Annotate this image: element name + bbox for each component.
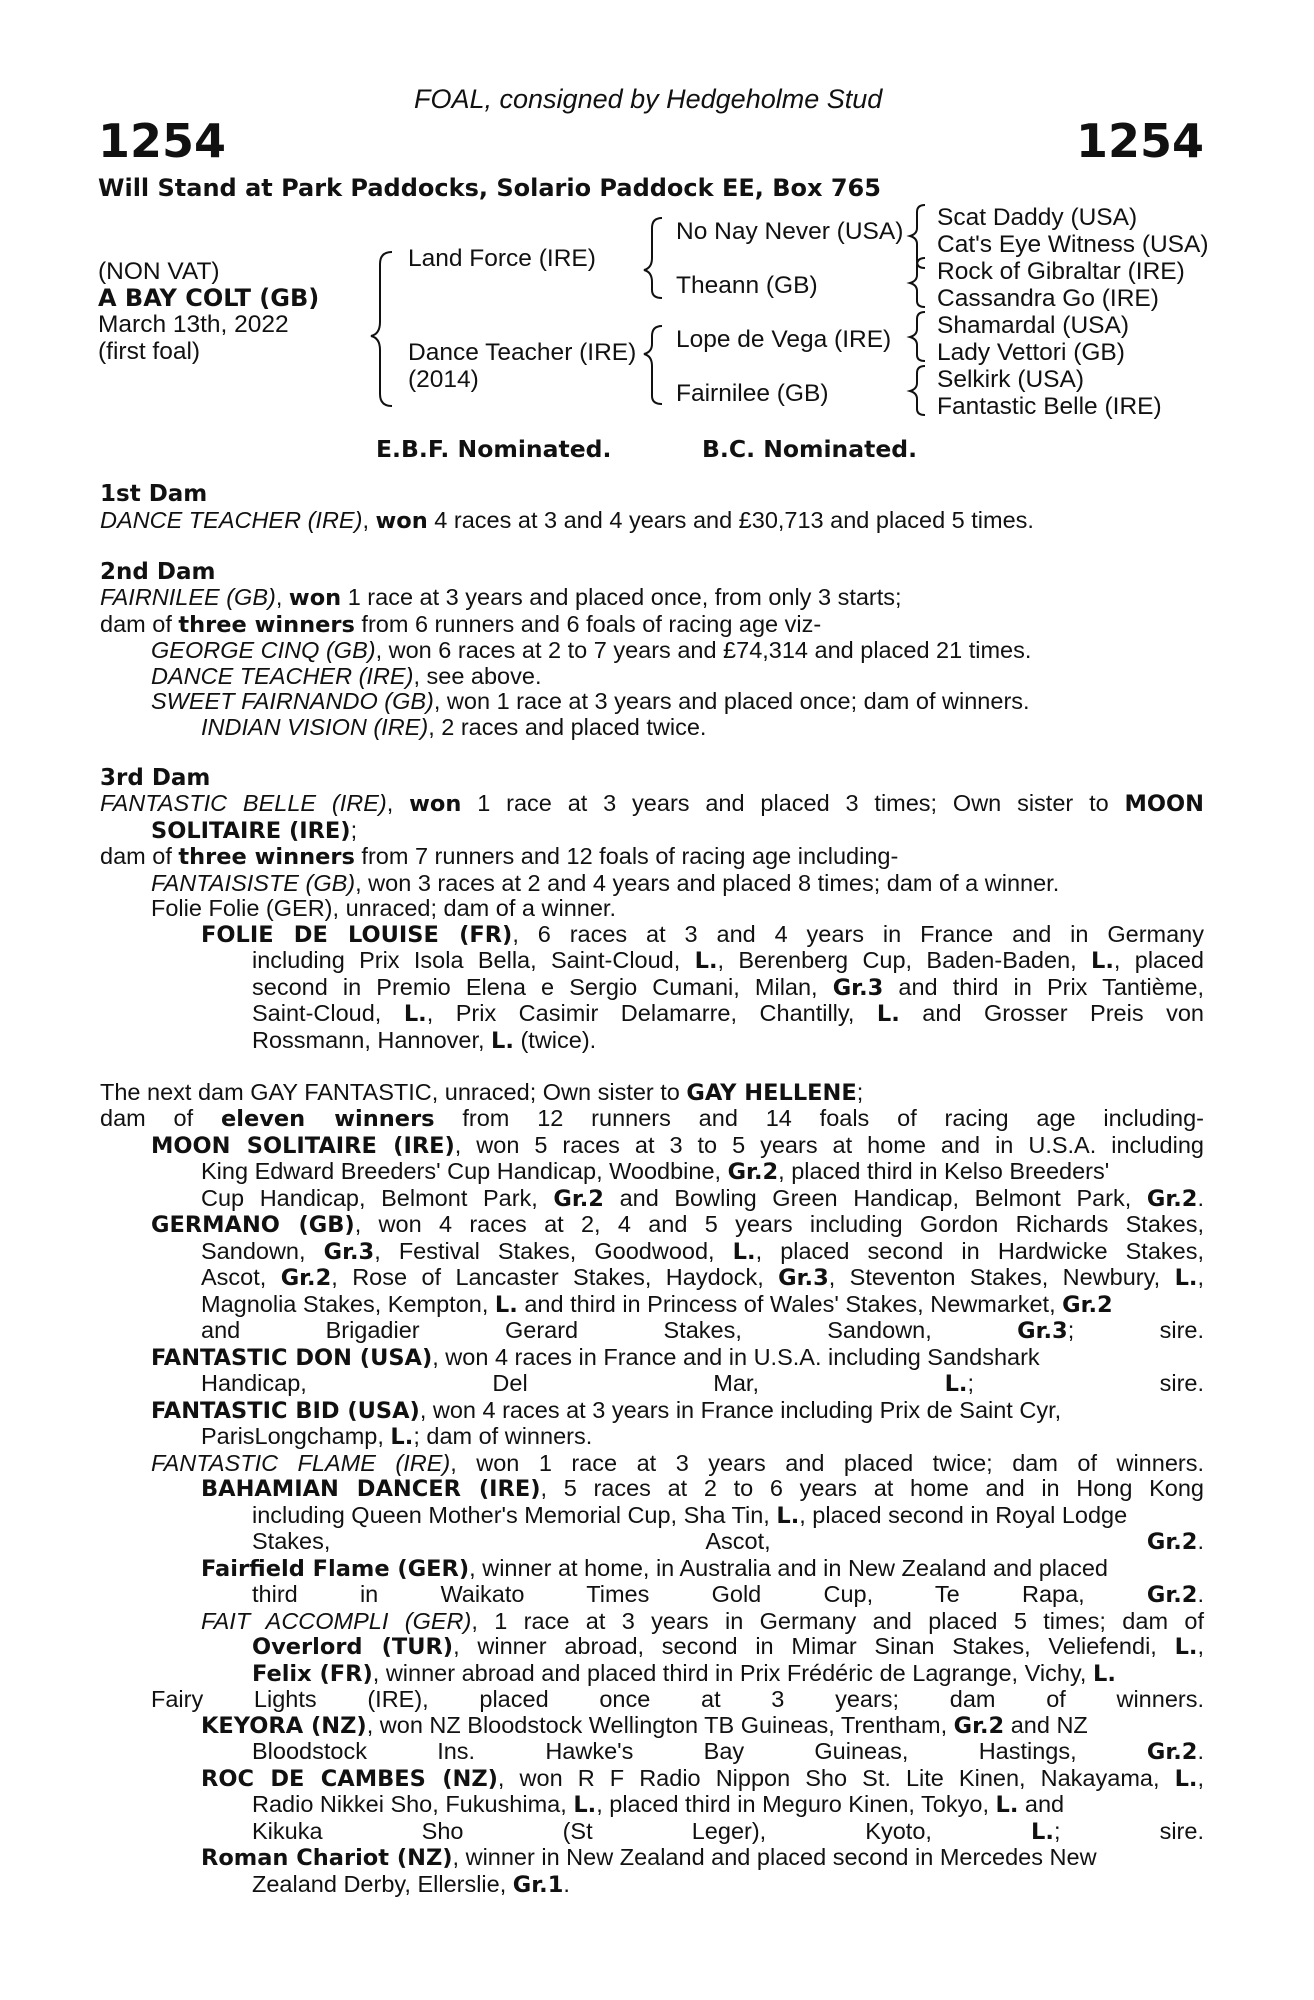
sire: Land Force (IRE) [408, 245, 596, 272]
text-line [100, 1371, 1204, 1398]
text-segment: 3rd Dam [100, 764, 211, 791]
text-segment: , 2 races and placed twice. [428, 713, 707, 740]
bold-text: L. [732, 1238, 756, 1265]
text-line [100, 638, 1204, 664]
text-line [100, 1398, 1204, 1425]
text-line [100, 1080, 1204, 1107]
text-line [100, 948, 1204, 975]
text-segment: and Brigadier Gerard Stakes, Sandown, [201, 1317, 1018, 1343]
text-segment: and [1018, 1791, 1065, 1817]
bold-text: Gr.2 [1146, 1529, 1198, 1555]
text-segment: 2nd Dam [100, 558, 216, 585]
dam-sire: Lope de Vega (IRE) [676, 326, 892, 353]
bold-text: GAY HELLENE [686, 1079, 857, 1106]
italic-text: DANCE TEACHER (IRE) [100, 506, 363, 533]
text-line [100, 1872, 1204, 1899]
ancestor-g8: Fantastic Belle (IRE) [937, 393, 1162, 420]
text-line [100, 818, 1204, 845]
text-segment: , won 4 races at 2, 4 and 5 years including Gordon Richards Stakes, [354, 1211, 1204, 1237]
text-segment: , [362, 506, 376, 533]
bold-text: L. [573, 1792, 597, 1818]
text-segment: Rossmann, Hannover, [252, 1026, 492, 1053]
bc-nomination: B.C. Nominated. [702, 435, 918, 463]
text-segment: . [563, 1870, 570, 1897]
text-line [100, 1819, 1204, 1846]
bold-text: BAHAMIAN DANCER (IRE) [201, 1476, 541, 1502]
text-segment: , [1197, 1264, 1204, 1290]
text-segment: , placed [1113, 947, 1204, 973]
bold-text: L. [1174, 1634, 1198, 1660]
text-segment: (twice). [513, 1026, 597, 1053]
text-segment: including Prix Isola Bella, Saint-Cloud, [252, 947, 695, 973]
text-line [100, 1687, 1204, 1713]
text-segment: second in Premio Elena e Sergio Cumani, Milan, [252, 973, 833, 1000]
italic-text: FANTASTIC BELLE (IRE) [100, 790, 387, 816]
text-line [100, 791, 1204, 818]
text-segment: The next dam GAY FANTASTIC, unraced; Own sister to [100, 1078, 687, 1105]
bold-text: L. [390, 1424, 414, 1450]
bold-text: L. [1092, 1660, 1116, 1687]
text-segment: Fairy Lights (IRE), placed once at 3 years; dam of winners. [151, 1686, 1204, 1712]
text-line [100, 975, 1204, 1002]
text-segment: Saint-Cloud, [252, 1000, 404, 1026]
produce-record [100, 482, 1204, 1898]
bold-text: L. [403, 1001, 427, 1027]
text-line [100, 1292, 1204, 1319]
text-segment: and Bowling Green Handicap, Belmont Park, [603, 1184, 1147, 1211]
text-segment: , [1197, 1764, 1204, 1791]
text-line [100, 689, 1204, 715]
text-segment: 1 race at 3 years and placed once, from only 3 starts; [341, 584, 902, 610]
text-line [100, 1265, 1204, 1292]
text-segment: and third in Princess of Wales' Stakes, Newmarket, [517, 1290, 1063, 1317]
italic-text: FANTASTIC FLAME (IRE) [151, 1449, 451, 1476]
text-line [100, 896, 1204, 922]
paragraph-gap [100, 1054, 1204, 1080]
bold-text: Gr.2 [953, 1712, 1005, 1739]
text-segment: , 6 races at 3 and 4 years in France and in Germany [512, 920, 1204, 947]
bold-text: L. [995, 1792, 1019, 1818]
text-segment: , won 1 race at 3 years and placed twice; dam of winners. [450, 1449, 1204, 1476]
bold-text: ROC DE CAMBES (NZ) [201, 1765, 498, 1792]
text-segment: , winner at home, in Australia and in New Zealand and placed [469, 1554, 1108, 1581]
text-line [100, 1739, 1204, 1766]
bold-text: Gr.2 [1146, 1185, 1198, 1212]
text-line [100, 1661, 1204, 1688]
text-segment: ParisLongchamp, [201, 1423, 391, 1449]
bold-text: Gr.2 [280, 1265, 332, 1291]
text-segment: , won 3 races at 2 and 4 years and placed 8 times; dam of a winner. [355, 869, 1060, 896]
text-line [100, 1028, 1204, 1055]
text-segment: dam of [100, 843, 179, 869]
text-segment: , placed second in Hardwicke Stakes, [755, 1237, 1204, 1264]
italic-text: FAIRNILEE (GB) [100, 584, 276, 610]
text-line [100, 508, 1204, 535]
text-line [100, 664, 1204, 690]
text-segment: , won 4 races at 3 years in France including Prix de Saint Cyr, [419, 1396, 1062, 1423]
bold-text: L. [694, 948, 718, 974]
italic-text: INDIAN VISION (IRE) [201, 713, 429, 740]
bold-text: L. [491, 1027, 514, 1054]
text-line [100, 1159, 1204, 1186]
text-segment: , won 5 races at 3 to 5 years at home and in U.S.A. including [454, 1131, 1204, 1158]
italic-text: SWEET FAIRNANDO (GB) [151, 688, 434, 714]
text-line [100, 1713, 1204, 1740]
ancestor-g4: Cassandra Go (IRE) [937, 285, 1159, 312]
text-segment: . [1197, 1581, 1204, 1607]
text-segment: from 7 runners and 12 foals of racing age including- [354, 843, 899, 869]
text-segment: Ascot, [201, 1264, 281, 1290]
text-line [100, 1318, 1204, 1345]
text-line [100, 871, 1204, 897]
text-line [100, 1239, 1204, 1266]
ancestor-g5: Shamardal (USA) [937, 312, 1129, 339]
text-segment: , 5 races at 2 to 6 years at home and in Hong Kong [540, 1475, 1205, 1501]
bold-text: eleven winners [220, 1106, 435, 1132]
bold-text: MOON [1124, 791, 1204, 817]
section-heading [100, 482, 1204, 508]
section-heading [100, 560, 1204, 586]
bold-text: L. [876, 1001, 900, 1027]
bold-text: Roman Chariot (NZ) [201, 1845, 453, 1871]
text-line [100, 1186, 1204, 1213]
text-segment: Sandown, [201, 1237, 324, 1264]
text-segment: Kikuka Sho (St Leger), Kyoto, [252, 1817, 1032, 1844]
text-segment: ; [856, 1078, 864, 1105]
text-segment: dam of [100, 610, 179, 637]
text-line [100, 1634, 1204, 1661]
text-line [100, 585, 1204, 612]
bold-text: Gr.2 [1146, 1739, 1198, 1765]
text-segment: , winner in New Zealand and placed second in Mercedes New [452, 1844, 1097, 1870]
bold-text: GERMANO (GB) [151, 1212, 355, 1238]
bold-text: L. [776, 1502, 800, 1529]
bold-text: FOLIE DE LOUISE (FR) [201, 921, 513, 948]
bold-text: won [409, 791, 462, 817]
text-segment: 1 race at 3 years and placed 3 times; Own sister to [461, 790, 1125, 816]
text-line [100, 1001, 1204, 1028]
text-segment: . [1197, 1184, 1204, 1211]
text-segment: 4 races at 3 and 4 years and £30,713 and placed 5 times. [427, 506, 1034, 533]
foal-note: (first foal) [98, 338, 201, 365]
text-segment: , placed second in Royal Lodge [799, 1501, 1128, 1528]
text-line [100, 1556, 1204, 1583]
text-segment: Folie Folie (GER), unraced; dam of a winner. [151, 895, 616, 921]
text-segment: including Queen Mother's Memorial Cup, Sha Tin, [252, 1501, 777, 1528]
text-segment: Bloodstock Ins. Hawke's Bay Guineas, Hastings, [252, 1738, 1147, 1764]
text-segment: ; dam of winners. [413, 1423, 593, 1449]
text-segment: from 6 runners and 6 foals of racing age viz- [354, 610, 822, 637]
dam-foaled-year: (2014) [408, 366, 479, 393]
text-segment: Radio Nikkei Sho, Fukushima, [252, 1791, 574, 1817]
text-segment: ; sire. [1067, 1317, 1204, 1343]
text-line [100, 1345, 1204, 1372]
italic-text: FAIT ACCOMPLI (GER) [201, 1607, 472, 1634]
text-segment: ; [350, 816, 358, 843]
text-line [100, 1529, 1204, 1556]
ebf-nomination: E.B.F. Nominated. [376, 435, 612, 463]
bold-text: Gr.3 [1017, 1318, 1068, 1344]
bold-text: L. [944, 1371, 968, 1397]
text-segment: , won 6 races at 2 to 7 years and £74,314 and placed 21 times. [375, 637, 1032, 663]
bold-text: Gr.2 [553, 1185, 604, 1212]
text-segment: King Edward Breeders' Cup Handicap, Woodbine, [201, 1158, 728, 1184]
section-heading [100, 766, 1204, 792]
text-line [100, 1476, 1204, 1503]
bold-text: Gr.2 [1146, 1582, 1198, 1608]
text-segment: , won NZ Bloodstock Wellington TB Guineas, Trentham, [366, 1711, 954, 1738]
italic-text: FANTAISISTE (GB) [151, 869, 356, 896]
text-line [100, 1212, 1204, 1239]
text-segment: , placed third in Meguro Kinen, Tokyo, [596, 1791, 996, 1817]
text-segment: dam of [100, 1105, 221, 1131]
text-segment: Stakes, Ascot, [252, 1528, 1147, 1554]
text-segment: , won 4 races in France and in U.S.A. including Sandshark [432, 1343, 1040, 1370]
bold-text: won [375, 507, 428, 534]
bold-text: three winners [178, 844, 355, 870]
bold-text: SOLITAIRE (IRE) [151, 817, 351, 844]
bold-text: Gr.2 [1062, 1291, 1113, 1318]
text-segment: . [1197, 1738, 1204, 1764]
text-line [100, 1792, 1204, 1819]
lot-number-right: 1254 [1075, 114, 1204, 168]
italic-text: DANCE TEACHER (IRE) [151, 662, 414, 689]
text-line [100, 1451, 1204, 1477]
bold-text: L. [1091, 948, 1114, 974]
text-line [100, 612, 1204, 639]
vat-status: (NON VAT) [98, 258, 220, 285]
text-line [100, 1845, 1204, 1872]
bold-text: Overlord (TUR) [252, 1634, 454, 1660]
text-segment: , Rose of Lancaster Stakes, Haydock, [331, 1264, 779, 1290]
dam-dam: Fairnilee (GB) [676, 380, 829, 407]
ancestor-g2: Cat's Eye Witness (USA) [937, 231, 1209, 258]
ancestor-g3: Rock of Gibraltar (IRE) [937, 258, 1185, 285]
text-line [100, 844, 1204, 871]
ancestor-g1: Scat Daddy (USA) [937, 204, 1138, 231]
text-line [100, 1582, 1204, 1609]
text-line [100, 1503, 1204, 1530]
text-segment: and Grosser Preis von [899, 1000, 1204, 1026]
text-segment: , Steventon Stakes, Newbury, [828, 1264, 1175, 1290]
text-segment: from 12 runners and 14 foals of racing age including- [434, 1105, 1205, 1131]
ancestor-g7: Selkirk (USA) [937, 366, 1085, 393]
text-segment: ; sire. [967, 1370, 1204, 1396]
bold-text: FANTASTIC BID (USA) [151, 1397, 420, 1424]
text-segment: , [275, 584, 289, 610]
text-segment: ; sire. [1053, 1817, 1204, 1844]
sire-dam: Theann (GB) [676, 272, 818, 299]
text-segment: Handicap, Del Mar, [201, 1370, 945, 1396]
text-line [100, 1424, 1204, 1451]
text-segment: 1st Dam [100, 481, 208, 507]
bold-text: Gr.3 [323, 1238, 375, 1265]
text-line [100, 715, 1204, 741]
bold-text: Gr.1 [512, 1871, 564, 1898]
text-line [100, 1106, 1204, 1133]
text-segment: , Berenberg Cup, Baden-Baden, [717, 947, 1091, 973]
text-segment: , 1 race at 3 years in Germany and placed 5 times; dam of [471, 1607, 1204, 1634]
stand-location: Will Stand at Park Paddocks, Solario Paddock EE, Box 765 [98, 174, 881, 202]
text-segment: Magnolia Stakes, Kempton, [201, 1290, 495, 1317]
text-segment: , [386, 790, 410, 816]
bold-text: Gr.2 [727, 1159, 779, 1185]
bold-text: KEYORA (NZ) [201, 1712, 367, 1739]
italic-text: GEORGE CINQ (GB) [151, 637, 376, 663]
sire-sire: No Nay Never (USA) [676, 218, 904, 245]
text-line [100, 922, 1204, 949]
dam: Dance Teacher (IRE) [408, 339, 637, 366]
horse-name: A BAY COLT (GB) [98, 284, 320, 312]
bold-text: Felix (FR) [252, 1660, 373, 1687]
bold-text: L. [1174, 1765, 1198, 1792]
bold-text: Fairfield Flame (GER) [201, 1555, 470, 1582]
bold-text: L. [1174, 1265, 1198, 1291]
bold-text: L. [494, 1291, 518, 1318]
bold-text: three winners [178, 611, 355, 638]
text-segment: and NZ [1004, 1711, 1088, 1738]
text-segment: , placed third in Kelso Breeders' [778, 1158, 1110, 1184]
bold-text: MOON SOLITAIRE (IRE) [151, 1132, 455, 1159]
bold-text: L. [1031, 1818, 1054, 1845]
text-segment: , won R F Radio Nippon Sho St. Lite Kinen, Nakayama, [497, 1764, 1175, 1791]
bold-text: Gr.3 [832, 974, 884, 1001]
text-segment: , winner abroad and placed third in Prix Frédéric de Lagrange, Vichy, [372, 1659, 1093, 1686]
text-segment: third in Waikato Times Gold Cup, Te Rapa, [252, 1581, 1147, 1607]
ancestor-g6: Lady Vettori (GB) [937, 339, 1125, 366]
text-segment: , [1197, 1633, 1204, 1659]
text-segment: , winner abroad, second in Mimar Sinan Stakes, Veliefendi, [453, 1633, 1175, 1659]
text-segment: Zealand Derby, Ellerslie, [252, 1870, 513, 1897]
date-of-birth: March 13th, 2022 [98, 311, 289, 338]
paragraph-gap [100, 534, 1204, 560]
text-segment: , won 1 race at 3 years and placed once; dam of winners. [433, 688, 1030, 714]
text-segment: , see above. [413, 662, 542, 689]
paragraph-gap [100, 740, 1204, 766]
lot-number-left: 1254 [98, 114, 227, 168]
text-segment: . [1197, 1528, 1204, 1554]
text-segment: and third in Prix Tantième, [883, 973, 1204, 1000]
consignor-line: FOAL, consigned by Hedgeholme Stud [414, 84, 883, 114]
bold-text: Gr.3 [778, 1265, 829, 1291]
text-segment: , Prix Casimir Delamarre, Chantilly, [426, 1000, 877, 1026]
text-line [100, 1133, 1204, 1160]
bold-text: FANTASTIC DON (USA) [151, 1344, 433, 1371]
bold-text: won [288, 585, 342, 611]
text-segment: Cup Handicap, Belmont Park, [201, 1184, 554, 1211]
text-line [100, 1609, 1204, 1635]
text-line [100, 1766, 1204, 1793]
text-segment: , Festival Stakes, Goodwood, [374, 1237, 733, 1264]
